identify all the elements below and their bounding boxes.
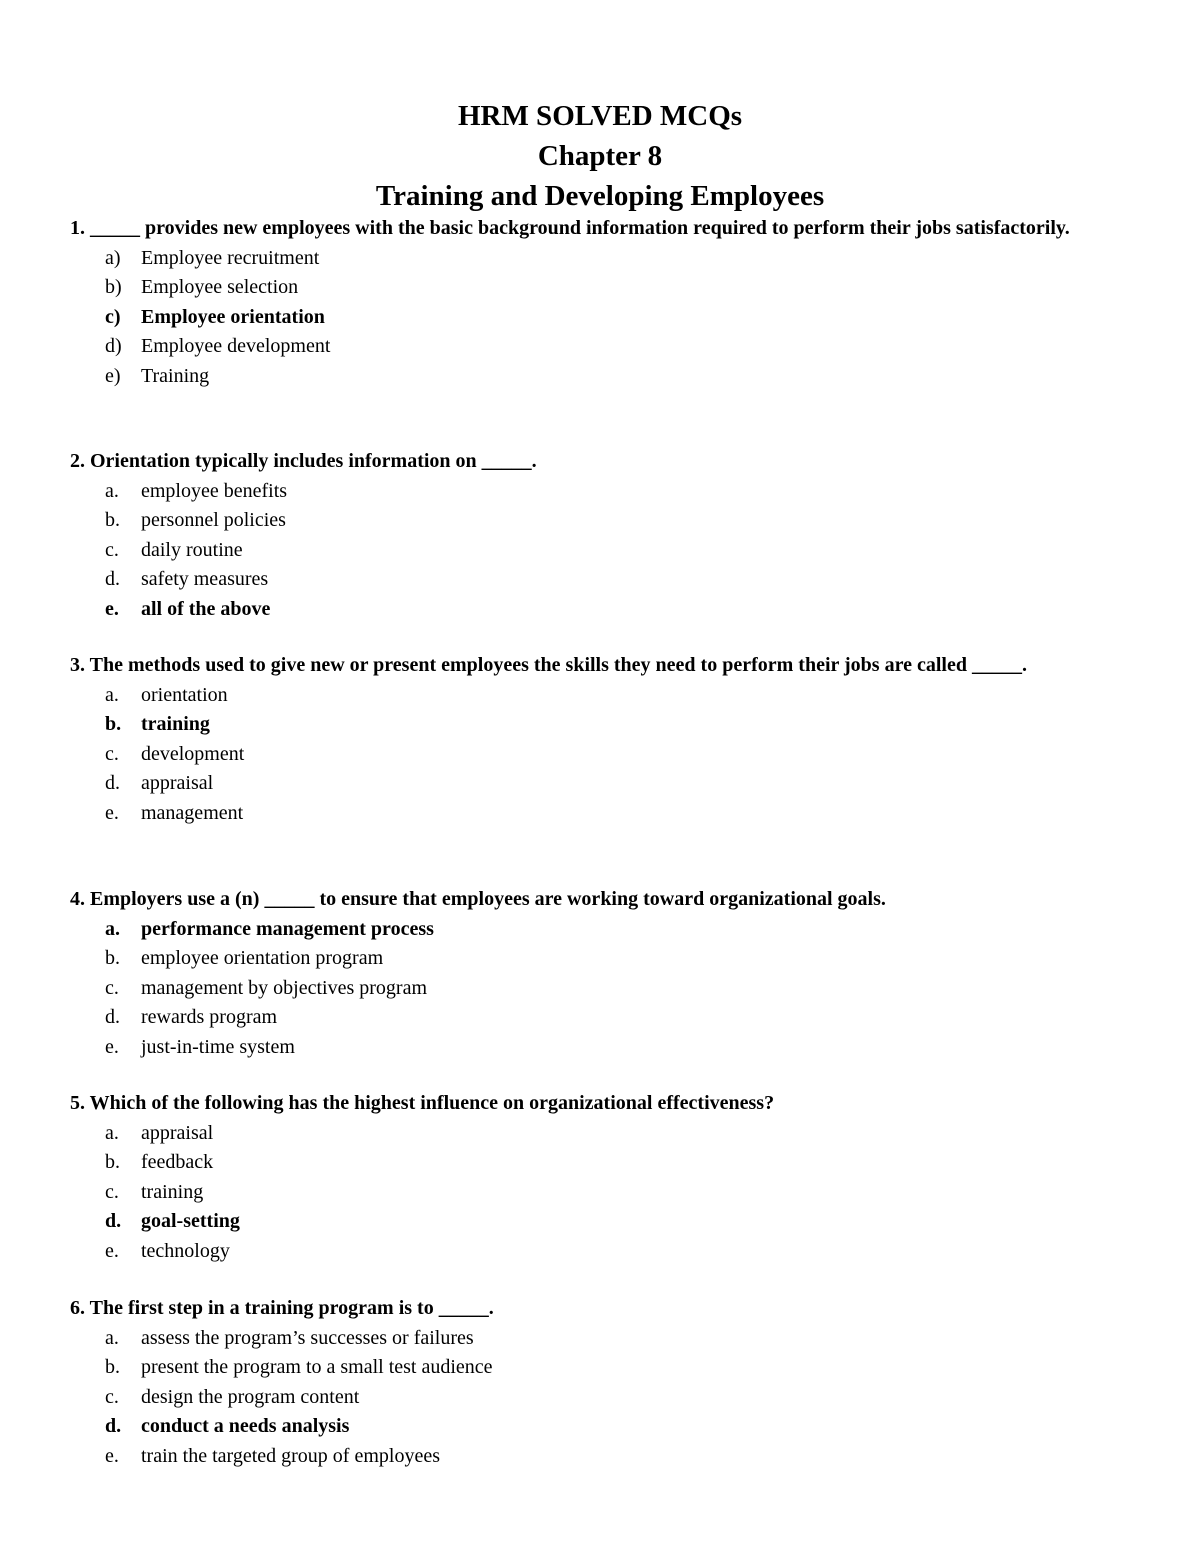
option-e (70, 1033, 1135, 1063)
document-header (0, 96, 1200, 216)
option-d-correct-answer (70, 1412, 1135, 1442)
option-letter: c. (105, 538, 119, 561)
option-letter: c) (105, 305, 121, 328)
option-e (70, 799, 1135, 829)
option-e (70, 1442, 1135, 1472)
option-letter: e) (105, 364, 121, 387)
option-e (70, 362, 1135, 392)
question-5 (70, 1089, 1135, 1266)
option-e-correct-answer (70, 595, 1135, 625)
question-2 (70, 447, 1135, 624)
option-text: Employee development (141, 335, 331, 357)
option-text: technology (141, 1239, 230, 1262)
option-text: goal-setting (141, 1210, 240, 1232)
option-b (70, 273, 1135, 303)
option-letter: c. (105, 1180, 119, 1203)
option-text: appraisal (141, 1121, 214, 1144)
option-d (70, 332, 1135, 362)
option-text: present the program to a small test audience (141, 1356, 493, 1378)
option-letter: a. (105, 1121, 119, 1144)
option-a (70, 477, 1135, 507)
option-text: Employee selection (141, 276, 299, 298)
option-a (70, 244, 1135, 274)
option-a-correct-answer (70, 915, 1135, 945)
option-d-correct-answer (70, 1207, 1135, 1237)
option-list (70, 244, 1135, 392)
chapter-heading: Chapter 8 (537, 140, 663, 172)
option-letter: d. (105, 772, 120, 794)
question-text: 3. The methods used to give new or present employees the skills they need to perform their jobs are called _____. (70, 654, 1027, 676)
option-c (70, 974, 1135, 1004)
option-b (70, 506, 1135, 536)
option-text: training (141, 713, 210, 735)
option-text: Employee recruitment (141, 246, 320, 269)
option-text: rewards program (141, 1006, 278, 1028)
option-letter: a. (105, 683, 119, 706)
option-text: employee orientation program (141, 947, 384, 969)
option-text: employee benefits (141, 479, 288, 502)
option-c (70, 536, 1135, 566)
option-letter: a. (105, 479, 119, 502)
option-b (70, 1148, 1135, 1178)
option-list (70, 915, 1135, 1063)
question-text: 5. Which of the following has the highest influence on organizational effectiveness? (70, 1092, 775, 1114)
option-letter: e. (105, 801, 119, 824)
option-text: management by objectives program (141, 976, 428, 999)
option-text: management (141, 801, 244, 824)
question-text: 1. _____ provides new employees with the basic background information required to perform their jobs satisfactorily. (70, 217, 1070, 239)
option-letter: e. (105, 1035, 119, 1058)
question-6 (70, 1294, 1135, 1471)
option-list (70, 1324, 1135, 1472)
option-d (70, 769, 1135, 799)
option-letter: e. (105, 1444, 119, 1467)
option-text: daily routine (141, 538, 243, 561)
option-c (70, 1383, 1135, 1413)
option-text: development (141, 742, 245, 765)
option-list (70, 477, 1135, 625)
option-d (70, 1003, 1135, 1033)
option-text: Training (141, 364, 210, 387)
option-b-correct-answer (70, 710, 1135, 740)
option-e (70, 1237, 1135, 1267)
option-text: safety measures (141, 568, 269, 590)
option-letter: b) (105, 276, 122, 298)
option-list (70, 1119, 1135, 1267)
option-text: design the program content (141, 1385, 360, 1408)
option-c (70, 740, 1135, 770)
option-letter: b. (105, 1151, 120, 1173)
option-letter: d. (105, 1210, 122, 1232)
option-letter: d) (105, 335, 122, 357)
option-letter: b. (105, 1356, 120, 1378)
option-text: all of the above (141, 597, 271, 620)
option-letter: b. (105, 713, 122, 735)
option-letter: b. (105, 509, 120, 531)
question-text: 4. Employers use a (n) _____ to ensure that employees are working toward organizational goals. (70, 888, 886, 910)
option-text: appraisal (141, 772, 214, 794)
option-text: personnel policies (141, 509, 286, 531)
question-1 (70, 214, 1135, 391)
option-text: feedback (141, 1151, 214, 1173)
question-3 (70, 651, 1135, 828)
option-a (70, 1324, 1135, 1354)
question-text: 2. Orientation typically includes information on _____. (70, 450, 537, 472)
option-text: train the targeted group of employees (141, 1444, 440, 1467)
option-letter: c. (105, 742, 119, 765)
option-letter: b. (105, 947, 120, 969)
option-c (70, 1178, 1135, 1208)
option-b (70, 944, 1135, 974)
option-c-correct-answer (70, 303, 1135, 333)
option-letter: d. (105, 1415, 122, 1437)
option-text: Employee orientation (141, 305, 325, 328)
option-letter: c. (105, 1385, 119, 1408)
option-b (70, 1353, 1135, 1383)
option-a (70, 681, 1135, 711)
option-text: assess the program’s successes or failures (141, 1326, 474, 1349)
option-letter: c. (105, 976, 119, 999)
option-text: orientation (141, 683, 228, 706)
option-letter: e. (105, 597, 119, 620)
option-text: conduct a needs analysis (141, 1415, 350, 1437)
chapter-subtitle: Training and Developing Employees (375, 180, 825, 212)
option-text: performance management process (141, 917, 434, 940)
option-letter: a) (105, 246, 121, 269)
option-letter: e. (105, 1239, 119, 1262)
question-4 (70, 885, 1135, 1062)
option-d (70, 565, 1135, 595)
option-letter: d. (105, 1006, 120, 1028)
option-letter: a. (105, 1326, 119, 1349)
question-text: 6. The first step in a training program is to _____. (70, 1297, 494, 1319)
option-letter: a. (105, 917, 120, 940)
document-title: HRM SOLVED MCQs (457, 100, 743, 132)
option-a (70, 1119, 1135, 1149)
option-text: just-in-time system (141, 1035, 295, 1058)
option-letter: d. (105, 568, 120, 590)
option-text: training (141, 1180, 204, 1203)
option-list (70, 681, 1135, 829)
